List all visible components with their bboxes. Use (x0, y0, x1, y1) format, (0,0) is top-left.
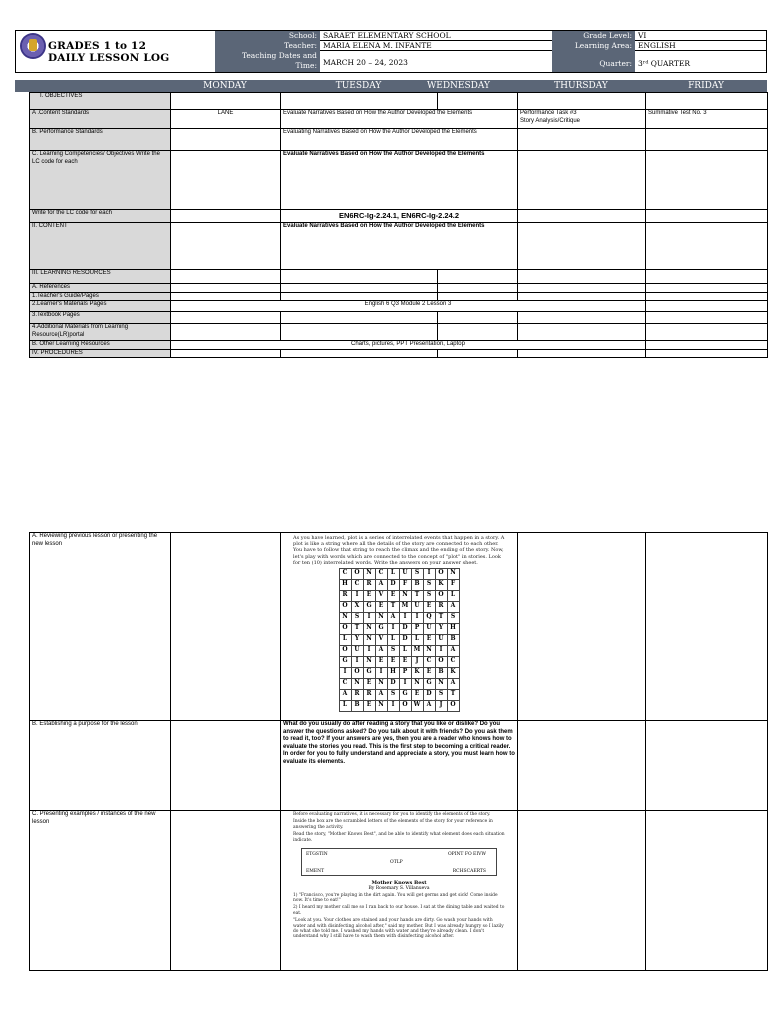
word-search-cell: D (399, 635, 411, 646)
word-search-cell: H (339, 580, 351, 591)
word-search-cell: K (435, 580, 447, 591)
performance-std-text: Evaluating Narratives Based on How the Author Developed the Elements (281, 129, 518, 151)
word-search-row (339, 701, 459, 712)
content-standards-label: A .Content Standards (30, 110, 171, 129)
word-search-cell: R (363, 690, 375, 701)
lc-code-label: Write for the LC code for each (30, 210, 171, 223)
word-search-cell: F (447, 580, 459, 591)
word-search-cell: C (447, 657, 459, 668)
word-search-cell: O (339, 624, 351, 635)
word-search-cell: S (387, 646, 399, 657)
word-search-cell: N (375, 613, 387, 624)
table-row (30, 110, 768, 129)
word-search-cell: E (387, 591, 399, 602)
word-search-row (339, 635, 459, 646)
word-search-cell: I (411, 613, 423, 624)
word-search-cell: U (351, 646, 363, 657)
word-search-cell: O (339, 646, 351, 657)
quarter-label: Quarter: (552, 51, 635, 72)
dates-value: MARCH 20 – 24, 2023 (323, 58, 408, 67)
word-search-cell: B (411, 580, 423, 591)
word-search-cell: J (435, 701, 447, 712)
competencies-text: Evaluate Narratives Based on How the Author Developed the Elements (281, 151, 518, 210)
word-search-cell: D (387, 679, 399, 690)
lesson-log-table (29, 92, 768, 358)
word-search-cell: N (363, 657, 375, 668)
objectives-label: I. OBJECTIVES (30, 93, 171, 110)
additional-materials-label: 4.Additional Materials from Learning Resource(LR)portal (30, 324, 171, 341)
word-search-cell: N (363, 624, 375, 635)
purpose-text: What do you usually do after reading a story that you like or dislike? Do you answer the questions asked? Do you talk about it with friends? Do you ask them to read it, too? If your answers are yes, then you are a reader who knows how to evaluate the stories you read. This is the first step to becoming a critical reader. In order for you to fully understand and appreciate a story, you must learn how to evaluate its elements. (281, 721, 518, 811)
story-title: Mother Knows Best (371, 880, 427, 887)
word-search-cell: S (435, 690, 447, 701)
word-search-cell: X (351, 602, 363, 613)
dates-label-line-2: Time: (295, 61, 317, 70)
word-search-cell: C (375, 569, 387, 580)
word-search-cell: R (363, 580, 375, 591)
table-row (30, 93, 768, 110)
story-paragraph-3: "Look at you. Your clothes are stained and your hands are dirty. Go wash your hands with water and with disinfecting alcohol after," said my mother. But I was already hungry so I lazily do what she told me. I washed my hands with water and they're already clean. I don't understand why I still have to wash them with disinfecting alcohol after. (293, 918, 504, 940)
word-search-cell: L (339, 635, 351, 646)
grade-label: Grade Level: (552, 31, 635, 41)
word-search-cell: B (435, 668, 447, 679)
other-resources-text: Charts, pictures, PPT Presentation, Laptop (171, 341, 646, 350)
examples-read: Read the story, "Mother Knows Best", and be able to identify what element does each situation indicate. (293, 832, 505, 843)
word-search-cell: I (399, 679, 411, 690)
teacher-value: MARIA ELENA M. INFANTE (320, 41, 552, 51)
dates-label (215, 51, 320, 72)
word-search-cell: V (375, 591, 387, 602)
brand-line-2: DAILY LESSON LOG (48, 52, 170, 64)
word-search-cell: L (411, 635, 423, 646)
word-search-cell: I (363, 646, 375, 657)
word-search-cell: D (387, 580, 399, 591)
word-search-cell: F (399, 580, 411, 591)
competencies-label: C. Learning Competencies/ Objectives Write the LC code for each (30, 151, 171, 210)
word-search-cell: I (375, 668, 387, 679)
quarter-value: 3ʳᵈ QUARTER (638, 59, 691, 68)
word-search-cell: J (411, 657, 423, 668)
word-search-cell: A (423, 701, 435, 712)
day-tuesday: TUESDAY (280, 80, 437, 92)
table-row (30, 349, 768, 358)
word-search-cell: P (411, 624, 423, 635)
story-paragraph-1: 1) "Francisco, you're playing in the dirt again. You will get germs and get sick! Come inside now. It's time to eat!" (293, 892, 498, 903)
table-row (30, 301, 768, 312)
word-search-cell: T (435, 613, 447, 624)
examples-intro: Before evaluating narratives, it is necessary for you to identify the elements of the story. (293, 812, 491, 817)
examples-label: C. Presenting examples / instances of the new lesson (30, 811, 171, 971)
word-search-cell: S (423, 580, 435, 591)
table-row (30, 292, 768, 301)
resources-label: III. LEARNING RESOURCES (30, 270, 171, 284)
word-search-grid (339, 568, 460, 712)
word-search-row (339, 668, 459, 679)
deped-seal-icon (20, 33, 46, 59)
thursday-task-line-1: Performance Task #3 (520, 110, 577, 116)
word-search-cell: R (339, 591, 351, 602)
word-search-cell: T (447, 690, 459, 701)
word-search-row (339, 569, 459, 580)
word-search-cell: R (351, 690, 363, 701)
review-label: A. Reviewing previous lesson or presenting the new lesson (30, 533, 171, 721)
word-search-cell: B (447, 635, 459, 646)
brand-line-1: GRADES 1 to 12 (48, 40, 147, 52)
word-search-cell: E (423, 668, 435, 679)
word-search-cell: N (399, 591, 411, 602)
word-search-cell: S (351, 613, 363, 624)
word-search-cell: O (447, 701, 459, 712)
word-search-cell: K (447, 668, 459, 679)
dates-label-line-1: Teaching Dates and (241, 51, 317, 60)
table-row (30, 151, 768, 210)
content-text: Evaluate Narratives Based on How the Author Developed the Elements (281, 223, 518, 270)
word-search-cell: E (363, 591, 375, 602)
word-search-cell: N (447, 569, 459, 580)
word-search-cell: N (363, 569, 375, 580)
word-search-cell: E (423, 602, 435, 613)
word-search-cell: N (435, 679, 447, 690)
word-search-cell: I (423, 569, 435, 580)
other-resources-label: B. Other Learning Resources (30, 341, 171, 350)
word-search-cell: L (447, 591, 459, 602)
table-row (30, 811, 768, 971)
scrambled-3: OTLP (390, 860, 403, 866)
word-search-cell: N (339, 613, 351, 624)
procedures-table (29, 532, 768, 971)
word-search-cell: E (375, 657, 387, 668)
thursday-task-line-2: Story Analysis/Critique (520, 117, 581, 124)
brand-title (48, 40, 169, 64)
word-search-cell: Y (435, 624, 447, 635)
word-search-cell: H (447, 624, 459, 635)
word-search-cell: I (351, 591, 363, 602)
word-search-cell: O (435, 569, 447, 580)
scrambled-4: EMENT (306, 869, 325, 875)
word-search-cell: A (447, 646, 459, 657)
area-label: Learning Area: (552, 41, 635, 51)
word-search-row (339, 624, 459, 635)
word-search-cell: E (363, 701, 375, 712)
word-search-cell: A (447, 602, 459, 613)
word-search-row (339, 591, 459, 602)
word-search-cell: E (411, 690, 423, 701)
word-search-cell: A (375, 690, 387, 701)
word-search-cell: O (435, 657, 447, 668)
review-text: As you have learned, plot is a series of interrelated events that happen in a story. A plot is like a string where all the details of the story are connected to each other. You have to follow that string to reach the climax and the ending of the story. Now, let's play with words which are connected to the concept of "plot" in stories. Look for ten (10) interrelated words. Write the answers on your answer sheet. (293, 535, 505, 566)
word-search-row (339, 690, 459, 701)
performance-standards-label: B. Performance Standards (30, 129, 171, 151)
word-search-cell: C (351, 580, 363, 591)
word-search-cell: C (423, 657, 435, 668)
learners-materials-text: English 6 Q3 Module 2 Lesson 3 (171, 301, 646, 312)
table-row (30, 223, 768, 270)
word-search-cell: C (339, 679, 351, 690)
word-search-cell: O (399, 701, 411, 712)
word-search-cell: N (363, 635, 375, 646)
word-search-cell: D (423, 690, 435, 701)
table-row (30, 533, 768, 721)
teacher-label: Teacher: (215, 41, 320, 51)
word-search-cell: I (339, 668, 351, 679)
word-search-cell: E (375, 602, 387, 613)
content-std-monday: LANE (171, 110, 281, 129)
word-search-cell: I (435, 646, 447, 657)
learners-materials-label: 2.Learner's Materials Pages (30, 301, 171, 312)
word-search-cell: S (447, 613, 459, 624)
word-search-row (339, 646, 459, 657)
word-search-cell: A (339, 690, 351, 701)
word-search-cell: S (387, 690, 399, 701)
day-monday: MONDAY (170, 80, 280, 92)
word-search-cell: I (387, 701, 399, 712)
word-search-cell: L (387, 635, 399, 646)
word-search-cell: A (375, 646, 387, 657)
word-search-cell: W (411, 701, 423, 712)
word-search-cell: M (399, 602, 411, 613)
word-search-cell: B (351, 701, 363, 712)
word-search-cell: V (375, 635, 387, 646)
examples-content (281, 811, 518, 971)
grade-value: VI (635, 31, 766, 41)
scrambled-5: RCHSCAERTS (452, 869, 486, 875)
word-search-row (339, 657, 459, 668)
word-search-cell: T (351, 624, 363, 635)
word-search-cell: L (387, 569, 399, 580)
word-search-cell: E (399, 657, 411, 668)
content-label: II. CONTENT (30, 223, 171, 270)
word-search-cell: P (399, 668, 411, 679)
scrambled-elements-box (301, 848, 497, 876)
procedures-label: IV. PROCEDURES (30, 349, 171, 358)
word-search-cell: U (435, 635, 447, 646)
word-search-cell: G (339, 657, 351, 668)
word-search-cell: A (387, 613, 399, 624)
area-value: ENGLISH (635, 41, 766, 51)
word-search-row (339, 602, 459, 613)
word-search-cell: G (375, 624, 387, 635)
day-wednesday: WEDNESDAY (400, 80, 517, 92)
word-search-cell: I (351, 657, 363, 668)
day-thursday: THURSDAY (517, 80, 645, 92)
purpose-label: B. Establishing a purpose for the lesson (30, 721, 171, 811)
day-friday: FRIDAY (645, 80, 767, 92)
teachers-guide-label: 1.Teacher's Guide/Pages (30, 292, 171, 301)
word-search-cell: I (399, 613, 411, 624)
word-search-cell: I (363, 613, 375, 624)
textbook-label: 3.Textbook Pages (30, 312, 171, 324)
word-search-cell: R (435, 602, 447, 613)
word-search-cell: T (411, 591, 423, 602)
word-search-cell: A (447, 679, 459, 690)
word-search-cell: U (399, 569, 411, 580)
word-search-cell: I (387, 624, 399, 635)
word-search-cell: G (363, 668, 375, 679)
school-value: SARAET ELEMENTARY SCHOOL (320, 31, 552, 41)
school-label: School: (215, 31, 320, 41)
scrambled-1: ETGSTIN (306, 852, 328, 858)
word-search-cell: N (351, 679, 363, 690)
word-search-cell: L (399, 646, 411, 657)
word-search-cell: O (351, 668, 363, 679)
table-row (30, 284, 768, 293)
word-search-cell: G (399, 690, 411, 701)
word-search-cell: O (435, 591, 447, 602)
word-search-row (339, 580, 459, 591)
word-search-cell: D (399, 624, 411, 635)
word-search-cell: N (423, 646, 435, 657)
word-search-cell: E (423, 635, 435, 646)
thursday-task (518, 110, 646, 129)
review-content (281, 533, 518, 721)
table-row (30, 324, 768, 341)
word-search-cell: O (351, 569, 363, 580)
word-search-cell: O (339, 602, 351, 613)
references-label: A. References (30, 284, 171, 293)
table-row (30, 341, 768, 350)
examples-inside: Inside the box are the scrambled letters of the elements of the story for your reference in answering the activity. (293, 819, 493, 830)
table-row (30, 129, 768, 151)
story-author: By Rosemary S. Villanueva (368, 886, 430, 892)
word-search-cell: L (339, 701, 351, 712)
word-search-cell: U (411, 602, 423, 613)
word-search-cell: H (387, 668, 399, 679)
table-row (30, 210, 768, 223)
word-search-cell: S (423, 591, 435, 602)
scrambled-2: OPINT FO EIVW (447, 852, 486, 858)
friday-test: Summative Test No. 3 (646, 110, 768, 129)
word-search-cell: M (411, 646, 423, 657)
word-search-cell: C (339, 569, 351, 580)
content-std-text: Evaluate Narratives Based on How the Author Developed the Elements (281, 110, 518, 129)
table-row (30, 270, 768, 284)
word-search-cell: Q (423, 613, 435, 624)
table-row (30, 721, 768, 811)
word-search-cell: G (423, 679, 435, 690)
word-search-cell: U (423, 624, 435, 635)
story-paragraph-2: 2) I heard my mother call me so I ran back to our house. I sat at the dining table and waited to eat. (293, 905, 505, 916)
word-search-cell: A (375, 580, 387, 591)
word-search-cell: N (375, 701, 387, 712)
word-search-row (339, 679, 459, 690)
table-row (30, 312, 768, 324)
word-search-cell: T (387, 602, 399, 613)
word-search-cell: S (411, 569, 423, 580)
word-search-cell: Y (351, 635, 363, 646)
word-search-row (339, 613, 459, 624)
word-search-cell: E (363, 679, 375, 690)
word-search-cell: E (387, 657, 399, 668)
word-search-cell: G (363, 602, 375, 613)
lc-code-text: EN6RC-Ig-2.24.1, EN6RC-Ig-2.24.2 (281, 210, 518, 223)
word-search-cell: N (411, 679, 423, 690)
word-search-cell: N (375, 679, 387, 690)
word-search-cell: K (411, 668, 423, 679)
